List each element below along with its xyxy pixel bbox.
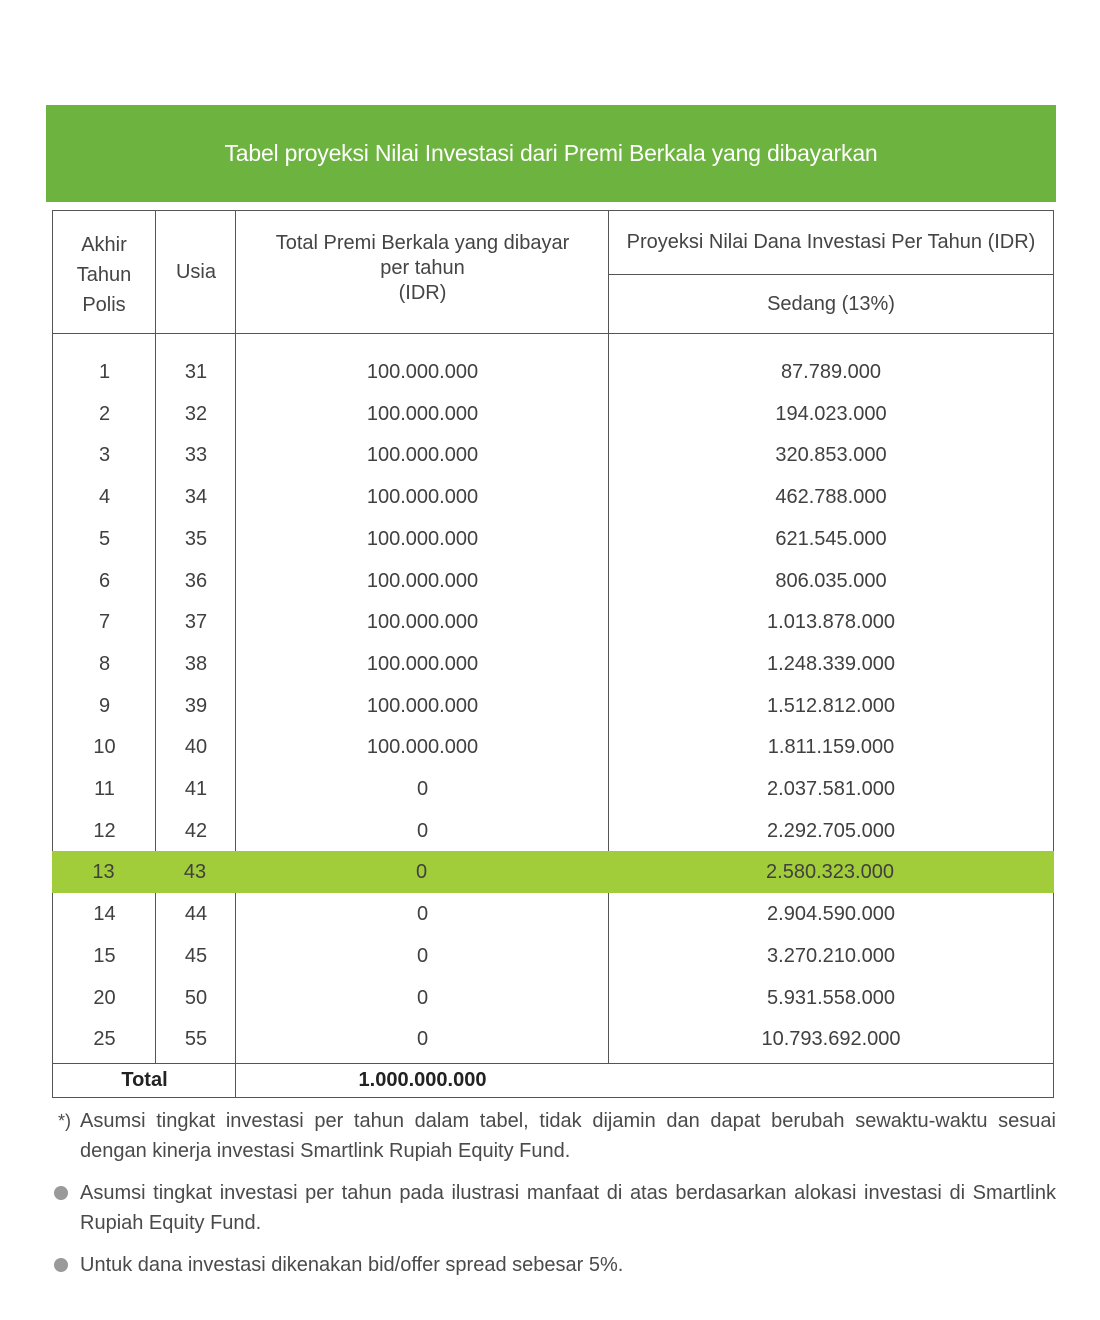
header-line: Polis	[82, 294, 126, 316]
cell-projected-value: 1.013.878.000	[767, 611, 895, 634]
cell-projected-value: 2.904.590.000	[767, 903, 895, 926]
cell-projected-value: 194.023.000	[775, 402, 887, 425]
cell-age: 32	[184, 402, 208, 425]
cell-policy-year: 11	[94, 778, 115, 800]
table-row	[53, 643, 1053, 685]
cell-premium: 100.000.000	[366, 486, 479, 509]
cell-premium: 100.000.000	[366, 736, 479, 759]
cell-projected-value: 87.789.000	[780, 361, 882, 383]
cell-age: 36	[184, 569, 208, 592]
cell-policy-year: 2	[98, 402, 111, 425]
header-line: Total Premi Berkala yang dibayar	[275, 232, 570, 254]
cell-policy-year: 9	[98, 694, 111, 717]
table-row	[53, 601, 1053, 643]
table-row	[53, 476, 1053, 518]
table-title: Tabel proyeksi Nilai Investasi dari Premi Berkala yang dibayarkan	[224, 140, 878, 166]
table-row	[53, 1018, 1053, 1060]
cell-premium: 0	[416, 778, 429, 800]
cell-policy-year: 25	[93, 1028, 116, 1051]
table-row	[53, 518, 1053, 560]
cell-policy-year: 5	[98, 527, 111, 550]
cell-age: 41	[184, 778, 208, 800]
cell-projected-value: 10.793.692.000	[761, 1028, 901, 1051]
cell-age: 39	[184, 694, 208, 717]
table-row	[53, 810, 1053, 852]
cell-premium: 0	[416, 944, 429, 967]
cell-premium: 100.000.000	[366, 527, 479, 550]
cell-projected-value: 1.512.812.000	[767, 694, 895, 717]
cell-projected-value: 806.035.000	[775, 569, 887, 592]
table-row	[53, 351, 1053, 393]
cell-premium: 100.000.000	[366, 652, 479, 675]
footnote-text: Asumsi tingkat investasi per tahun dalam tabel, tidak dijamin dan dapat berubah sewaktu-waktu sesuai dengan kinerja investasi Smartlink Rupiah Equity Fund.	[80, 1110, 1056, 1162]
table-row	[53, 685, 1053, 727]
cell-premium: 0	[416, 1028, 429, 1051]
total-label: Total	[121, 1069, 168, 1091]
cell-projected-value: 2.292.705.000	[767, 819, 895, 842]
cell-age: 35	[184, 527, 208, 550]
cell-age: 33	[184, 444, 208, 467]
total-value: 1.000.000.000	[358, 1069, 487, 1091]
cell-projected-value: 2.037.581.000	[767, 778, 895, 800]
cell-premium: 0	[416, 903, 429, 926]
cell-projected-value: 320.853.000	[775, 444, 887, 467]
table-row	[53, 935, 1053, 977]
footnote-bullet	[52, 1250, 1056, 1280]
cell-policy-year: 20	[93, 986, 116, 1009]
cell-projected-value: 462.788.000	[775, 486, 887, 509]
table-row-highlighted	[52, 851, 1054, 893]
cell-age: 45	[184, 944, 208, 967]
table-row	[53, 768, 1053, 810]
cell-policy-year: 3	[98, 444, 111, 467]
cell-premium: 0	[416, 819, 429, 842]
cell-policy-year: 8	[98, 652, 111, 675]
cell-premium: 100.000.000	[366, 611, 479, 634]
cell-policy-year: 1	[98, 361, 111, 383]
grid-line	[53, 333, 1053, 334]
footnote-asterisk	[52, 1106, 1056, 1166]
cell-age: 34	[184, 486, 208, 509]
cell-premium: 0	[416, 986, 429, 1009]
cell-premium: 0	[415, 861, 428, 884]
cell-policy-year: 4	[98, 486, 111, 509]
cell-projected-value: 1.811.159.000	[767, 736, 895, 759]
cell-projected-value: 5.931.558.000	[767, 986, 895, 1009]
cell-age: 44	[184, 903, 208, 926]
cell-projected-value: 1.248.339.000	[767, 652, 895, 675]
cell-policy-year: 12	[93, 819, 116, 842]
cell-policy-year: 14	[93, 903, 116, 926]
cell-projected-value: 2.580.323.000	[766, 861, 894, 884]
cell-policy-year: 6	[98, 569, 111, 592]
cell-policy-year: 15	[93, 944, 116, 967]
cell-age: 37	[184, 611, 208, 634]
cell-policy-year: 10	[93, 736, 116, 759]
table-row	[53, 726, 1053, 768]
cell-premium: 100.000.000	[366, 444, 479, 467]
cell-age: 50	[184, 986, 208, 1009]
footnote-marker: *)	[58, 1111, 71, 1131]
bullet-icon	[54, 1186, 68, 1200]
table-row	[53, 434, 1053, 476]
cell-projected-value: 3.270.210.000	[767, 944, 895, 967]
header-age: Usia	[175, 261, 216, 283]
header-line: (IDR)	[398, 282, 447, 304]
cell-policy-year: 13	[92, 861, 115, 884]
cell-age: 38	[184, 652, 208, 675]
cell-age: 31	[184, 361, 208, 383]
header-line: Tahun	[76, 264, 132, 286]
table-row	[53, 893, 1053, 935]
cell-age: 42	[184, 819, 208, 842]
cell-policy-year: 7	[98, 611, 111, 634]
cell-premium: 100.000.000	[366, 569, 479, 592]
table-row	[53, 977, 1053, 1019]
cell-premium: 100.000.000	[366, 694, 479, 717]
grid-line	[608, 274, 1053, 275]
footnote-bullet	[52, 1178, 1056, 1238]
cell-projected-value: 621.545.000	[775, 527, 887, 550]
table-title-banner	[46, 105, 1056, 202]
cell-age: 55	[184, 1028, 208, 1051]
header-policy-year	[53, 230, 155, 320]
header-line: per tahun	[380, 257, 465, 279]
cell-premium: 100.000.000	[366, 361, 479, 383]
footnotes	[52, 1106, 1056, 1292]
bullet-icon	[54, 1258, 68, 1272]
footnote-text: Asumsi tingkat investasi per tahun pada ilustrasi manfaat di atas berdasarkan alokasi investasi di Smartlink Rupiah Equity Fund.	[80, 1182, 1056, 1234]
cell-premium: 100.000.000	[366, 402, 479, 425]
table-row	[53, 393, 1053, 435]
header-total-premium	[236, 231, 609, 306]
table-row	[53, 560, 1053, 602]
cell-age: 43	[183, 861, 207, 884]
projection-table	[52, 210, 1054, 1098]
header-line: Akhir	[81, 234, 127, 256]
footnote-text: Untuk dana investasi dikenakan bid/offer spread sebesar 5%.	[80, 1254, 624, 1276]
header-projection-medium: Sedang (13%)	[767, 293, 895, 315]
cell-age: 40	[184, 736, 208, 759]
header-projection-group: Proyeksi Nilai Dana Investasi Per Tahun (IDR)	[626, 231, 1036, 253]
